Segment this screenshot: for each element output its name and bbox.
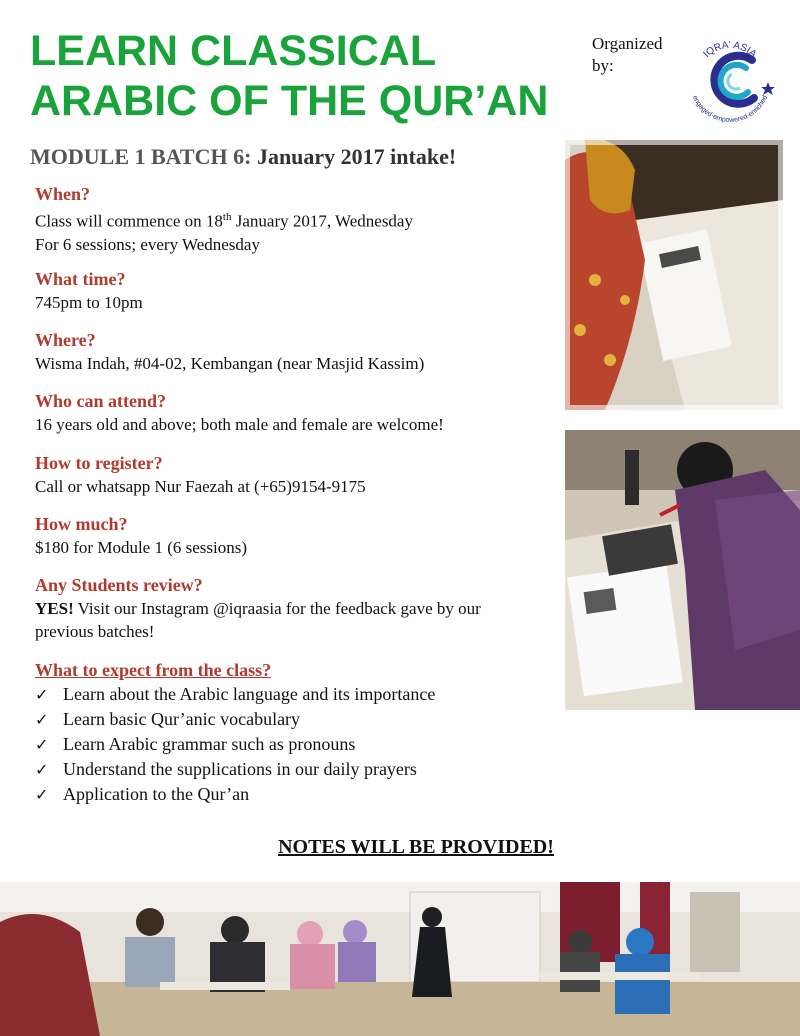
answer-who: 16 years old and above; both male and female are welcome! (35, 415, 444, 434)
check-icon: ✓ (35, 685, 49, 704)
section-when (35, 182, 595, 256)
when-date-post: January 2017, Wednesday (231, 211, 413, 231)
expect-list (35, 682, 595, 807)
question-price: How much? (35, 514, 128, 534)
answer-where: Wisma Indah, #04-02, Kembangan (near Masjid Kassim) (35, 354, 425, 373)
answer-review-line2: previous batches! (35, 622, 155, 641)
title-line-2: ARABIC OF THE QUR’AN (30, 77, 549, 125)
student-notes-photo (565, 430, 800, 710)
answer-price: $180 for Module 1 (6 sessions) (35, 538, 248, 557)
question-who: Who can attend? (35, 391, 167, 411)
section-expect (35, 658, 595, 807)
list-item (35, 782, 595, 807)
organized-line-1: Organized (592, 34, 663, 53)
list-item (35, 732, 595, 757)
answer-when-line1 (35, 206, 595, 233)
question-time: What time? (35, 269, 126, 289)
organized-line-2: by: (592, 56, 614, 75)
list-item-text: Understand the supplications in our daily prayers (63, 759, 417, 779)
section-price (35, 512, 595, 559)
list-item (35, 757, 595, 782)
answer-review-line1 (35, 597, 595, 620)
module-heading (30, 144, 456, 170)
iqra-asia-logo (680, 30, 780, 130)
list-item-text: Learn Arabic grammar such as pronouns (63, 734, 356, 754)
section-where (35, 328, 595, 375)
when-date-pre: Class will commence on 18 (35, 211, 223, 231)
section-who (35, 389, 595, 436)
logo-name-text: IQRA' ASIA (701, 39, 759, 60)
section-time (35, 267, 595, 314)
check-icon: ✓ (35, 710, 49, 729)
list-item-text: Learn about the Arabic language and its importance (63, 684, 436, 704)
answer-register: Call or whatsapp Nur Faezah at (+65)9154-9175 (35, 477, 366, 496)
module-highlight: January 2017 intake! (256, 144, 457, 169)
organized-by (592, 33, 663, 77)
section-review (35, 573, 595, 643)
star-icon (761, 82, 775, 95)
check-icon: ✓ (35, 760, 49, 779)
section-register (35, 451, 595, 498)
list-item-text: Learn basic Qur’anic vocabulary (63, 709, 301, 729)
page-title (30, 26, 570, 126)
check-icon: ✓ (35, 735, 49, 754)
question-expect: What to expect from the class? (35, 660, 272, 680)
question-where: Where? (35, 330, 96, 350)
logo-tagline-text: engaged·empowered·enriched (690, 94, 770, 125)
when-date-sup: th (222, 211, 232, 223)
question-when: When? (35, 184, 91, 204)
review-yes: YES! (35, 599, 74, 618)
list-item (35, 707, 595, 732)
list-item (35, 682, 595, 707)
question-review: Any Students review? (35, 575, 203, 595)
title-line-1: LEARN CLASSICAL (30, 27, 437, 75)
notes-banner: NOTES WILL BE PROVIDED! (278, 836, 554, 858)
review-text: Visit our Instagram @iqraasia for the feedback gave by our (73, 599, 481, 618)
check-icon: ✓ (35, 785, 49, 804)
classroom-photo (0, 882, 800, 1036)
answer-when-line2: For 6 sessions; every Wednesday (35, 234, 260, 254)
answer-time: 745pm to 10pm (35, 293, 143, 312)
module-prefix: MODULE 1 BATCH 6: (30, 144, 257, 169)
student-writing-photo (565, 140, 783, 410)
question-register: How to register? (35, 453, 163, 473)
list-item-text: Application to the Qur’an (63, 784, 250, 804)
